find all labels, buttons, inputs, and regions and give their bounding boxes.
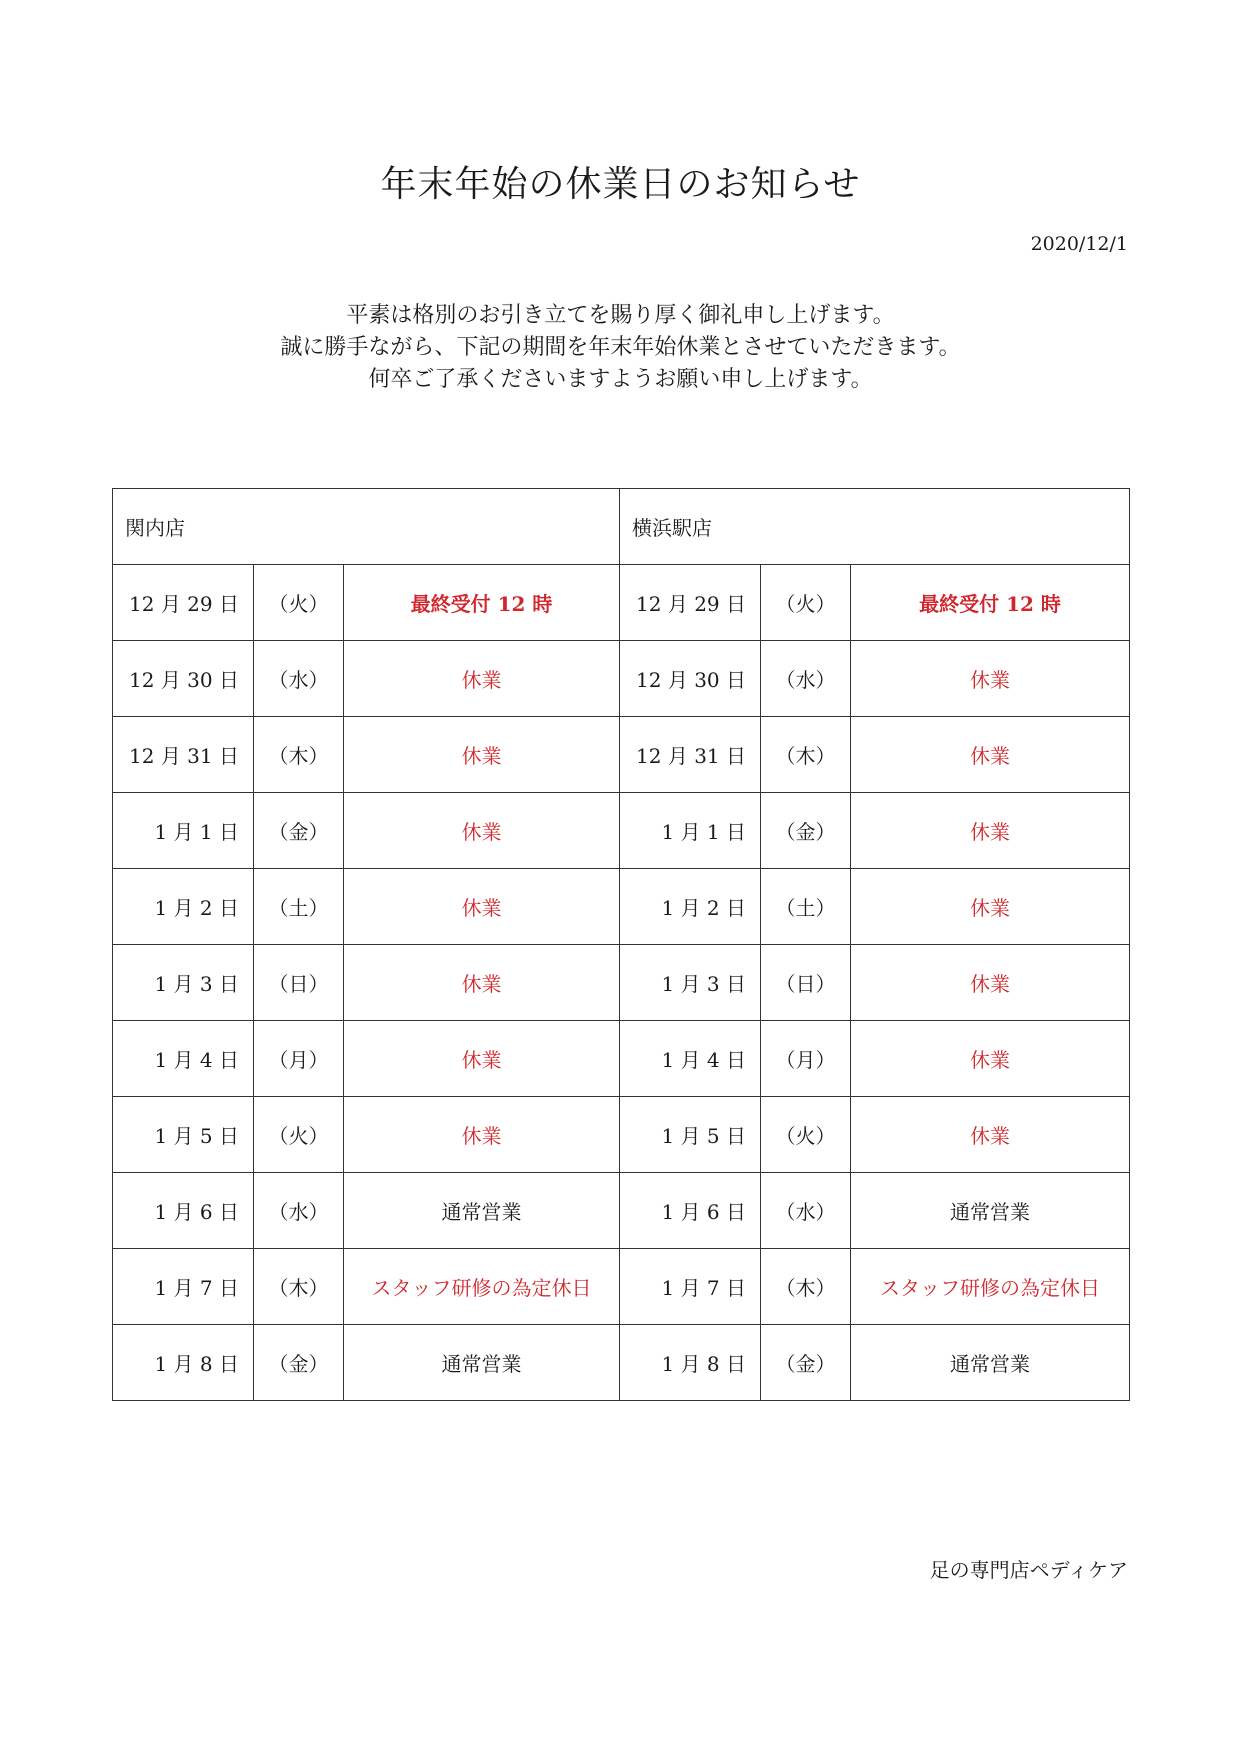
yokohama-status-cell: 休業 [851,641,1130,717]
yokohama-status-cell: 通常営業 [851,1325,1130,1401]
kannai-status-cell: 休業 [344,945,620,1021]
kannai-status-cell: 通常営業 [344,1325,620,1401]
yokohama-status-cell: 通常営業 [851,1173,1130,1249]
kannai-status-cell: 休業 [344,793,620,869]
kannai-weekday-cell: （日） [254,945,344,1021]
kannai-date-cell: 1 月 2 日 [113,869,254,945]
yokohama-status-cell: 最終受付 12 時 [851,565,1130,641]
schedule-row [113,793,1130,869]
yokohama-date-cell: 12 月 31 日 [620,717,761,793]
kannai-date-cell: 12 月 31 日 [113,717,254,793]
kannai-weekday-cell: （木） [254,1249,344,1325]
kannai-weekday-cell: （水） [254,641,344,717]
notice-message [0,300,1241,396]
yokohama-status-cell: 休業 [851,869,1130,945]
kannai-weekday-cell: （火） [254,1097,344,1173]
yokohama-weekday-cell: （土） [761,869,851,945]
yokohama-status-cell: スタッフ研修の為定休日 [851,1249,1130,1325]
message-line: 誠に勝手ながら、下記の期間を年末年始休業とさせていただきます。 [280,335,961,360]
notice-date: 2020/12/1 [1030,233,1128,255]
schedule-row [113,1325,1130,1401]
message-line: 平素は格別のお引き立てを賜り厚く御礼申し上げます。 [346,303,895,328]
schedule-row [113,1173,1130,1249]
kannai-date-cell: 1 月 1 日 [113,793,254,869]
schedule-row [113,1021,1130,1097]
yokohama-date-cell: 1 月 3 日 [620,945,761,1021]
yokohama-weekday-cell: （火） [761,565,851,641]
yokohama-weekday-cell: （水） [761,641,851,717]
kannai-date-cell: 1 月 8 日 [113,1325,254,1401]
yokohama-weekday-cell: （木） [761,1249,851,1325]
store-name-kannai: 関内店 [113,489,620,565]
kannai-status-cell: スタッフ研修の為定休日 [344,1249,620,1325]
kannai-date-cell: 1 月 3 日 [113,945,254,1021]
schedule-row [113,869,1130,945]
holiday-schedule-table [112,488,1130,1401]
yokohama-status-cell: 休業 [851,793,1130,869]
yokohama-status-cell: 休業 [851,945,1130,1021]
yokohama-date-cell: 12 月 29 日 [620,565,761,641]
yokohama-weekday-cell: （月） [761,1021,851,1097]
kannai-status-cell: 休業 [344,1021,620,1097]
kannai-date-cell: 1 月 7 日 [113,1249,254,1325]
kannai-status-cell: 休業 [344,1097,620,1173]
kannai-weekday-cell: （金） [254,793,344,869]
kannai-date-cell: 12 月 29 日 [113,565,254,641]
store-header-row [113,489,1130,565]
page-title: 年末年始の休業日のお知らせ [380,164,861,205]
kannai-weekday-cell: （木） [254,717,344,793]
kannai-weekday-cell: （土） [254,869,344,945]
schedule-row [113,641,1130,717]
kannai-status-cell: 最終受付 12 時 [344,565,620,641]
yokohama-status-cell: 休業 [851,1097,1130,1173]
kannai-date-cell: 12 月 30 日 [113,641,254,717]
yokohama-weekday-cell: （火） [761,1097,851,1173]
yokohama-date-cell: 1 月 2 日 [620,869,761,945]
store-name-yokohama: 横浜駅店 [620,489,1130,565]
shop-signature: 足の専門店ペディケア [929,1558,1128,1582]
kannai-date-cell: 1 月 6 日 [113,1173,254,1249]
kannai-weekday-cell: （金） [254,1325,344,1401]
yokohama-weekday-cell: （日） [761,945,851,1021]
yokohama-weekday-cell: （金） [761,793,851,869]
kannai-status-cell: 休業 [344,869,620,945]
schedule-row [113,565,1130,641]
kannai-date-cell: 1 月 4 日 [113,1021,254,1097]
kannai-weekday-cell: （火） [254,565,344,641]
yokohama-date-cell: 1 月 8 日 [620,1325,761,1401]
kannai-date-cell: 1 月 5 日 [113,1097,254,1173]
yokohama-date-cell: 1 月 1 日 [620,793,761,869]
yokohama-date-cell: 1 月 6 日 [620,1173,761,1249]
schedule-row [113,945,1130,1021]
yokohama-status-cell: 休業 [851,1021,1130,1097]
yokohama-weekday-cell: （木） [761,717,851,793]
kannai-weekday-cell: （水） [254,1173,344,1249]
message-line: 何卒ご了承くださいますようお願い申し上げます。 [368,367,873,392]
schedule-row [113,1249,1130,1325]
yokohama-status-cell: 休業 [851,717,1130,793]
yokohama-weekday-cell: （金） [761,1325,851,1401]
kannai-status-cell: 休業 [344,641,620,717]
kannai-weekday-cell: （月） [254,1021,344,1097]
yokohama-date-cell: 12 月 30 日 [620,641,761,717]
schedule-row [113,1097,1130,1173]
yokohama-date-cell: 1 月 5 日 [620,1097,761,1173]
yokohama-weekday-cell: （水） [761,1173,851,1249]
kannai-status-cell: 休業 [344,717,620,793]
kannai-status-cell: 通常営業 [344,1173,620,1249]
yokohama-date-cell: 1 月 7 日 [620,1249,761,1325]
yokohama-date-cell: 1 月 4 日 [620,1021,761,1097]
schedule-row [113,717,1130,793]
